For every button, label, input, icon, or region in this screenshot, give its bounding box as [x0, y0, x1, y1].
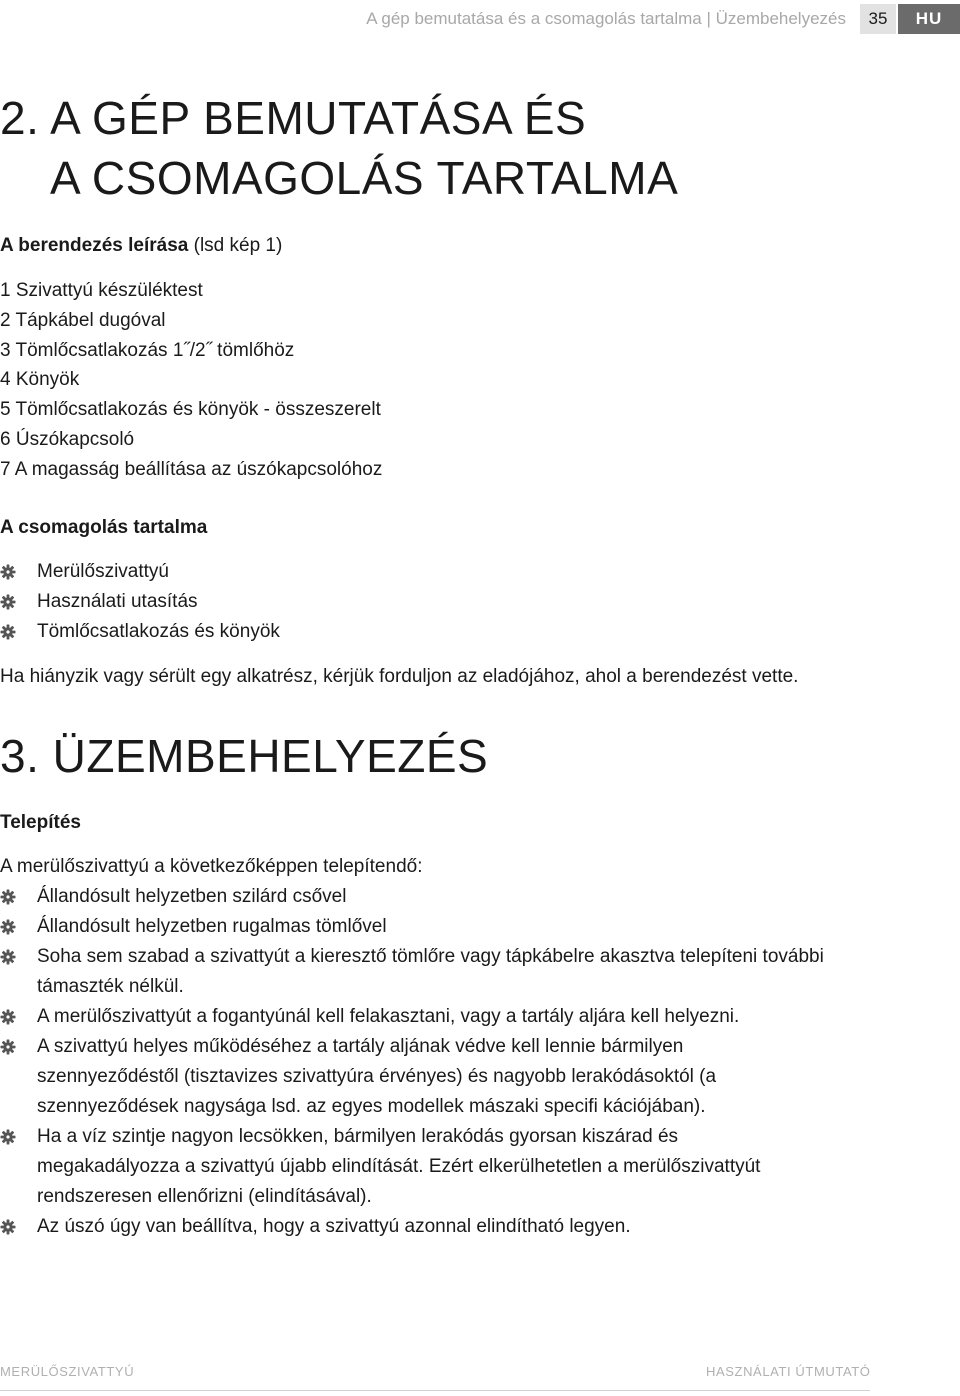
list-item-line: Soha sem szabad a szivattyút a kieresztő tömlőre vagy tápkábelre akasztva telepíteni további — [37, 946, 824, 967]
page-number: 35 — [860, 4, 896, 34]
description-heading — [0, 235, 282, 257]
list-item — [0, 617, 900, 647]
gear-bullet-icon — [0, 912, 37, 942]
list-item — [0, 557, 900, 587]
missing-note: Ha hiányzik vagy sérült egy alkatrész, kérjük forduljon az eladójához, ahol a berendezést vette. — [0, 666, 799, 687]
list-item-line: Állandósult helyzetben rugalmas tömlővel — [37, 916, 387, 937]
list-item-line: A szivattyú helyes működéséhez a tartály aljának védve kell lennie bármilyen — [37, 1036, 684, 1057]
list-item-text: Használati utasítás — [37, 591, 198, 612]
list-item — [0, 1122, 900, 1212]
list-item: 7 A magasság beállítása az úszókapcsolóhoz — [0, 458, 383, 480]
list-item-line: Állandósult helyzetben szilárd csővel — [37, 886, 347, 907]
list-item — [0, 942, 900, 1002]
gear-bullet-icon — [0, 882, 37, 912]
section2-title — [0, 88, 678, 208]
list-item: 6 Úszókapcsoló — [0, 428, 135, 450]
gear-bullet-icon — [0, 942, 37, 972]
footer-left: MERÜLŐSZIVATTYÚ — [0, 1364, 135, 1379]
gear-bullet-icon — [0, 557, 37, 587]
list-item — [0, 1212, 900, 1242]
list-item-line: rendszeresen ellenőrizni (elindításával). — [37, 1186, 372, 1207]
package-list — [0, 557, 900, 647]
list-item — [0, 912, 900, 942]
install-list — [0, 882, 900, 1242]
gear-bullet-icon — [0, 587, 37, 617]
description-heading-bold: A berendezés leírása — [0, 235, 189, 256]
package-heading: A csomagolás tartalma — [0, 517, 208, 538]
list-item: 5 Tömlőcsatlakozás és könyök - összeszerelt — [0, 399, 381, 421]
list-item-line: szennyeződéstől (tisztavizes szivattyúra érvényes) és nagyobb lerakódásoktól (a — [37, 1066, 717, 1087]
install-heading: Telepítés — [0, 812, 81, 833]
section2-title-line2: A CSOMAGOLÁS TARTALMA — [50, 152, 679, 204]
list-item — [0, 587, 900, 617]
running-title: A gép bemutatása és a csomagolás tartalma | Üzembehelyezés — [366, 9, 846, 28]
list-item-line: Az úszó úgy van beállítva, hogy a szivattyú azonnal elindítható legyen. — [37, 1216, 631, 1237]
gear-bullet-icon — [0, 1002, 37, 1032]
list-item-line: A merülőszivattyút a fogantyúnál kell felakasztani, vagy a tartály aljára kell helyezni. — [37, 1006, 740, 1027]
gear-bullet-icon — [0, 1212, 37, 1242]
language-badge: HU — [898, 4, 960, 34]
page-header — [366, 4, 960, 34]
list-item — [0, 1032, 900, 1122]
list-item — [0, 882, 900, 912]
gear-bullet-icon — [0, 1032, 37, 1062]
gear-bullet-icon — [0, 617, 37, 647]
section2-title-line1: 2. A GÉP BEMUTATÁSA ÉS — [0, 92, 587, 144]
list-item: 2 Tápkábel dugóval — [0, 309, 166, 331]
list-item-line: Ha a víz szintje nagyon lecsökken, bármilyen lerakódás gyorsan kiszárad és — [37, 1126, 679, 1147]
parts-list — [0, 276, 382, 485]
list-item-text: Merülőszivattyú — [37, 561, 169, 582]
list-item-line: szennyeződések nagysága lsd. az egyes modellek mászaki specifi kációjában). — [37, 1096, 706, 1117]
list-item-line: megakadályozza a szivattyú újabb elindítását. Ezért elkerülhetetlen a merülőszivattyút — [37, 1156, 761, 1177]
footer-divider — [0, 1390, 870, 1391]
footer-right: HASZNÁLATI ÚTMUTATÓ — [706, 1364, 871, 1379]
list-item: 4 Könyök — [0, 369, 80, 391]
gear-bullet-icon — [0, 1122, 37, 1152]
list-item: 3 Tömlőcsatlakozás 1˝/2˝ tömlőhöz — [0, 339, 295, 361]
description-ref: (lsd kép 1) — [188, 235, 283, 256]
list-item-line: támaszték nélkül. — [37, 976, 184, 997]
install-intro: A merülőszivattyú a következőképpen telepítendő: — [0, 856, 423, 877]
list-item — [0, 1002, 900, 1032]
list-item-text: Tömlőcsatlakozás és könyök — [37, 621, 280, 642]
list-item: 1 Szivattyú készüléktest — [0, 280, 203, 301]
section3-title: 3. ÜZEMBEHELYEZÉS — [0, 730, 489, 782]
